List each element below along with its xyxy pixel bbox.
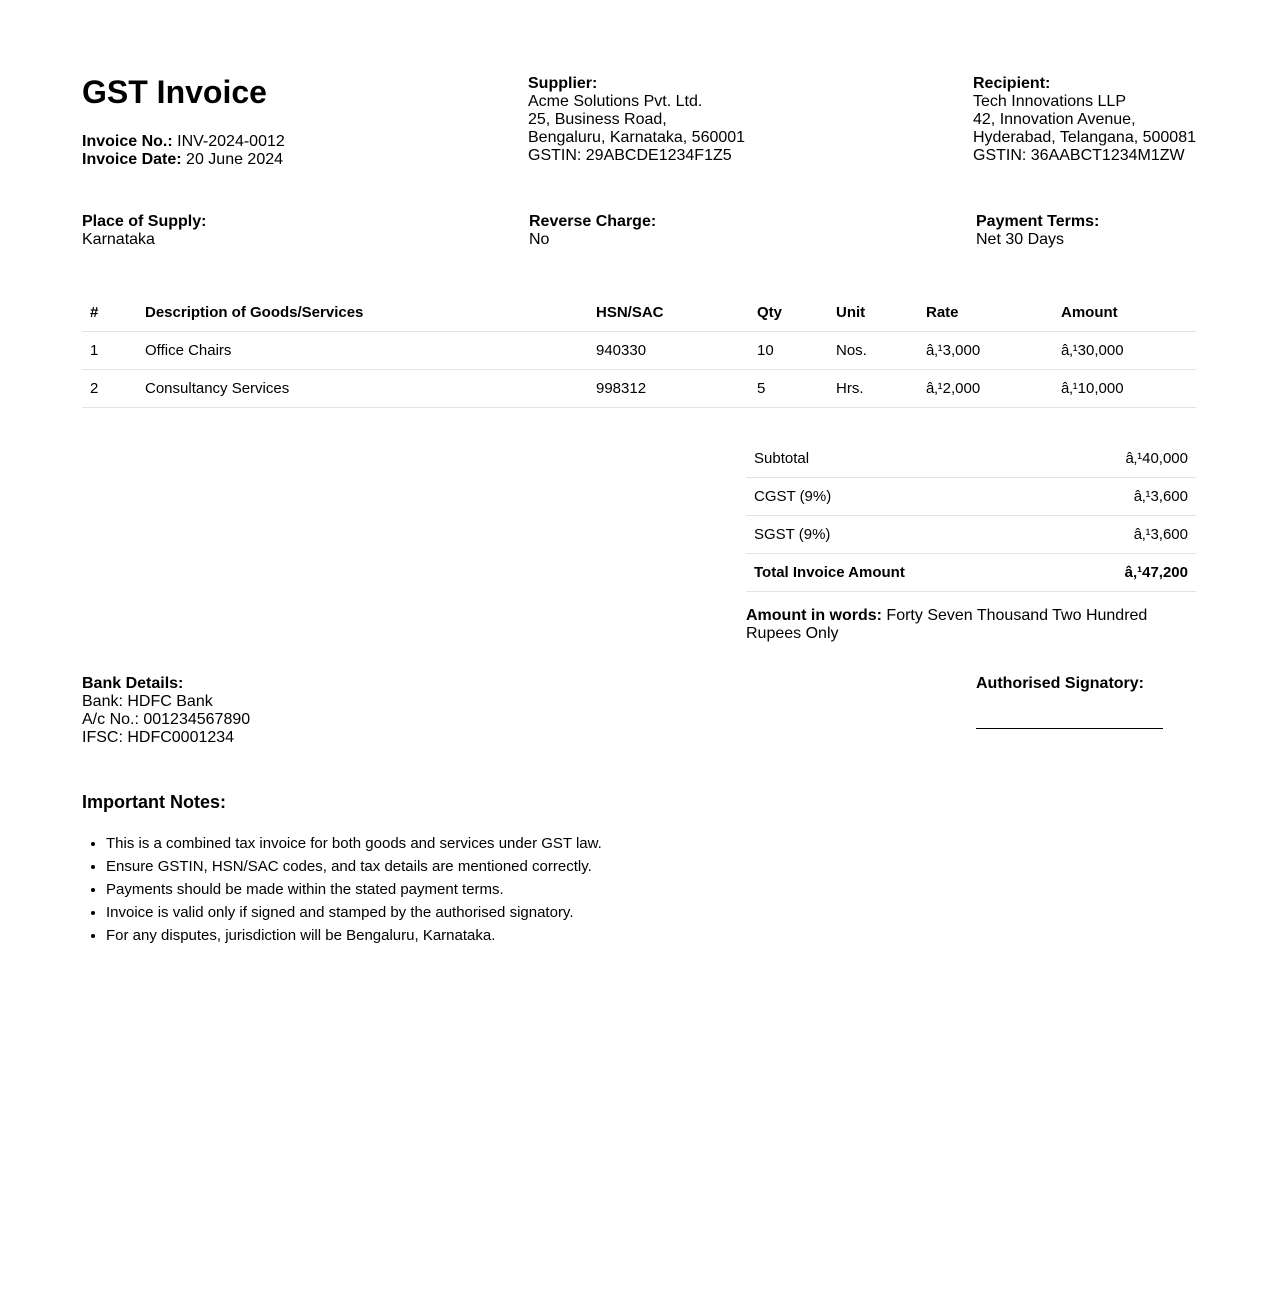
cell-hsn: 940330 [588,332,749,370]
cell-amount: â‚¹10,000 [1053,370,1196,408]
totals-table [746,440,1196,592]
cell-rate: â‚¹3,000 [918,332,1053,370]
cell-qty: 5 [749,370,828,408]
supplier-name: Acme Solutions Pvt. Ltd. [528,93,703,110]
bank-ifsc: IFSC: HDFC0001234 [82,729,235,746]
recipient-block [973,75,1196,165]
payment-terms-value: Net 30 Days [976,231,1065,248]
supplier-label: Supplier: [528,75,598,92]
supplier-gstin: GSTIN: 29ABCDE1234F1Z5 [528,147,732,164]
reverse-charge-value: No [529,231,550,248]
amount-in-words-value: Forty Seven Thousand Two Hundred Rupees Only [746,607,1148,642]
col-header-hsn: HSN/SAC [588,294,749,332]
supplier-block [528,75,745,165]
cell-description: Office Chairs [137,332,588,370]
subtotal-value: â‚¹40,000 [1051,440,1196,478]
col-header-amount: Amount [1053,294,1196,332]
cgst-label: CGST (9%) [746,478,1051,516]
col-header-index: # [82,294,137,332]
signatory-block [976,675,1144,693]
recipient-address-2: Hyderabad, Telangana, 500081 [973,129,1196,146]
list-item: • This is a combined tax invoice for both goods and services under GST law. [106,832,602,855]
invoice-number-line [82,133,285,151]
signature-line [976,728,1163,729]
sgst-label: SGST (9%) [746,516,1051,554]
place-of-supply [82,213,206,249]
subtotal-label: Subtotal [746,440,1051,478]
notes-title: Important Notes: [82,792,226,812]
invoice-number-label: Invoice No.: [82,133,173,150]
col-header-rate: Rate [918,294,1053,332]
recipient-name: Tech Innovations LLP [973,93,1126,110]
payment-terms [976,213,1099,249]
sgst-value: â‚¹3,600 [1051,516,1196,554]
invoice-meta [82,133,285,169]
cell-hsn: 998312 [588,370,749,408]
amount-in-words [746,607,1196,643]
cell-index: 1 [82,332,137,370]
reverse-charge [529,213,656,249]
cgst-row [746,478,1196,516]
signatory-label: Authorised Signatory: [976,675,1145,692]
total-value: â‚¹47,200 [1051,554,1196,592]
notes-list [82,832,602,947]
invoice-number: INV-2024-0012 [177,133,285,150]
table-row [82,370,1196,408]
amount-in-words-label: Amount in words: [746,607,882,624]
col-header-unit: Unit [828,294,918,332]
bank-name: Bank: HDFC Bank [82,693,213,710]
items-table [82,294,1196,408]
bank-account: A/c No.: 001234567890 [82,711,251,728]
list-item: • For any disputes, jurisdiction will be Bengaluru, Karnataka. [106,924,602,947]
table-row [82,332,1196,370]
total-label: Total Invoice Amount [746,554,1051,592]
list-item: • Invoice is valid only if signed and stamped by the authorised signatory. [106,901,602,924]
cell-description: Consultancy Services [137,370,588,408]
page-title: GST Invoice [82,74,267,110]
reverse-charge-label: Reverse Charge: [529,213,657,230]
invoice-date-line [82,151,285,169]
cell-index: 2 [82,370,137,408]
col-header-qty: Qty [749,294,828,332]
cgst-value: â‚¹3,600 [1051,478,1196,516]
items-header-row [82,294,1196,332]
recipient-gstin: GSTIN: 36AABCT1234M1ZW [973,147,1185,164]
supplier-address-2: Bengaluru, Karnataka, 560001 [528,129,746,146]
recipient-label: Recipient: [973,75,1051,92]
place-of-supply-label: Place of Supply: [82,213,207,230]
payment-terms-label: Payment Terms: [976,213,1100,230]
bank-details-label: Bank Details: [82,675,184,692]
supplier-address-1: 25, Business Road, [528,111,667,128]
cell-amount: â‚¹30,000 [1053,332,1196,370]
col-header-description: Description of Goods/Services [137,294,588,332]
cell-qty: 10 [749,332,828,370]
place-of-supply-value: Karnataka [82,231,155,248]
recipient-address-1: 42, Innovation Avenue, [973,111,1136,128]
cell-unit: Hrs. [828,370,918,408]
subtotal-row [746,440,1196,478]
cell-unit: Nos. [828,332,918,370]
invoice-date-label: Invoice Date: [82,151,182,168]
sgst-row [746,516,1196,554]
invoice-date: 20 June 2024 [186,151,284,168]
list-item: • Ensure GSTIN, HSN/SAC codes, and tax details are mentioned correctly. [106,855,602,878]
bank-details [82,675,250,747]
total-row [746,554,1196,592]
list-item: • Payments should be made within the stated payment terms. [106,878,602,901]
cell-rate: â‚¹2,000 [918,370,1053,408]
